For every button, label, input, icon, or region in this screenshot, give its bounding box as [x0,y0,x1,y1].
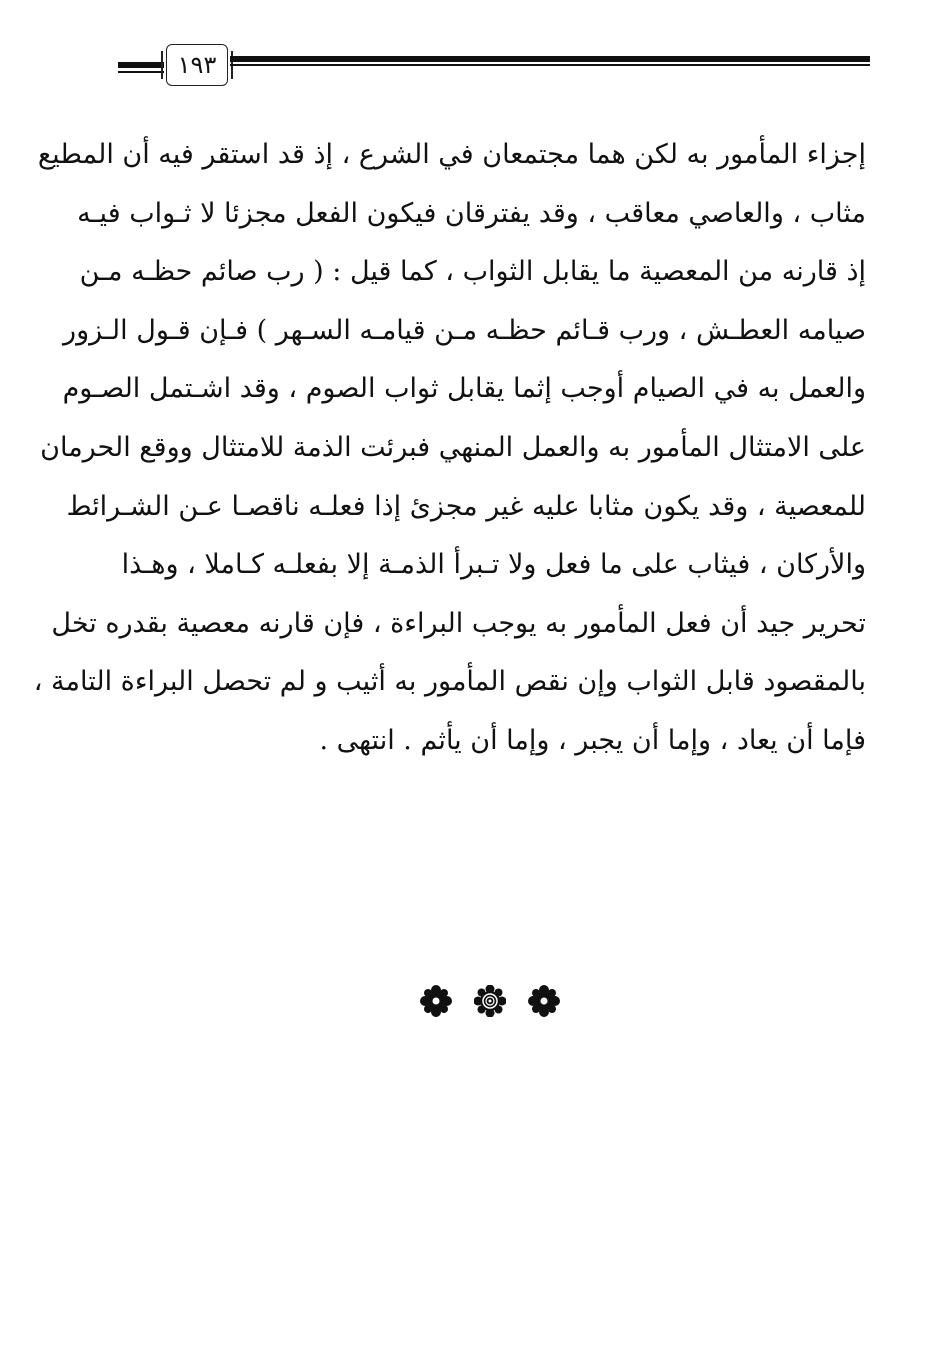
text-line: تحرير جيد أن فعل المأمور به يوجب البراءة ، فإن قارنه معصية بقدره تخل [51,607,866,639]
flower-ornament-icon [420,985,452,1017]
text-line: على الامتثال المأمور به والعمل المنهي فبرئت الذمة للامتثال ووقع الحرمان [40,431,866,463]
header-rule-left-thin [118,71,164,73]
text-line: مثاب ، والعاصي معاقب ، وقد يفترقان فيكون الفعل مجزئا لا ثـواب فيـه [77,197,866,229]
page-number-frame [166,44,228,86]
flower-ornament-icon [528,985,560,1017]
text-line: والعمل به في الصيام أوجب إثما يقابل ثواب الصوم ، وقد اشـتمل الصـوم [62,373,866,405]
header-rule-left [118,62,164,68]
header-rule-right [230,56,870,62]
text-line: بالمقصود قابل الثواب وإن نقص المأمور به أثيب و لم تحصل البراءة التامة ، [33,666,866,698]
text-line: للمعصية ، وقد يكون مثابا عليه غير مجزئ إذا فعلـه ناقصـا عـن الشـرائط [66,490,866,522]
text-line: والأركان ، فيثاب على ما فعل ولا تـبرأ الذمـة إلا بفعلـه كـاملا ، وهـذا [121,549,866,581]
section-end-ornaments [420,984,560,1018]
rosette-ornament-icon [474,985,506,1017]
body-text [33,126,866,771]
text-line: إجزاء المأمور به لكن هما مجتمعان في الشرع ، إذ قد استقر فيه أن المطيع [37,139,866,170]
text-line: إذ قارنه من المعصية ما يقابل الثواب ، كما قيل : ( رب صائم حظـه مـن [79,256,866,288]
page-number: ١٩٣ [177,51,217,79]
text-line: صيامه العطـش ، ورب قـائم حظـه مـن قيامـه السـهر ) فـإن قـول الـزور [63,314,866,346]
page-header [118,44,870,88]
text-line: فإما أن يعاد ، وإما أن يجبر ، وإما أن يأثم . انتهى . [319,724,866,756]
header-rule-right-thin [230,64,870,66]
